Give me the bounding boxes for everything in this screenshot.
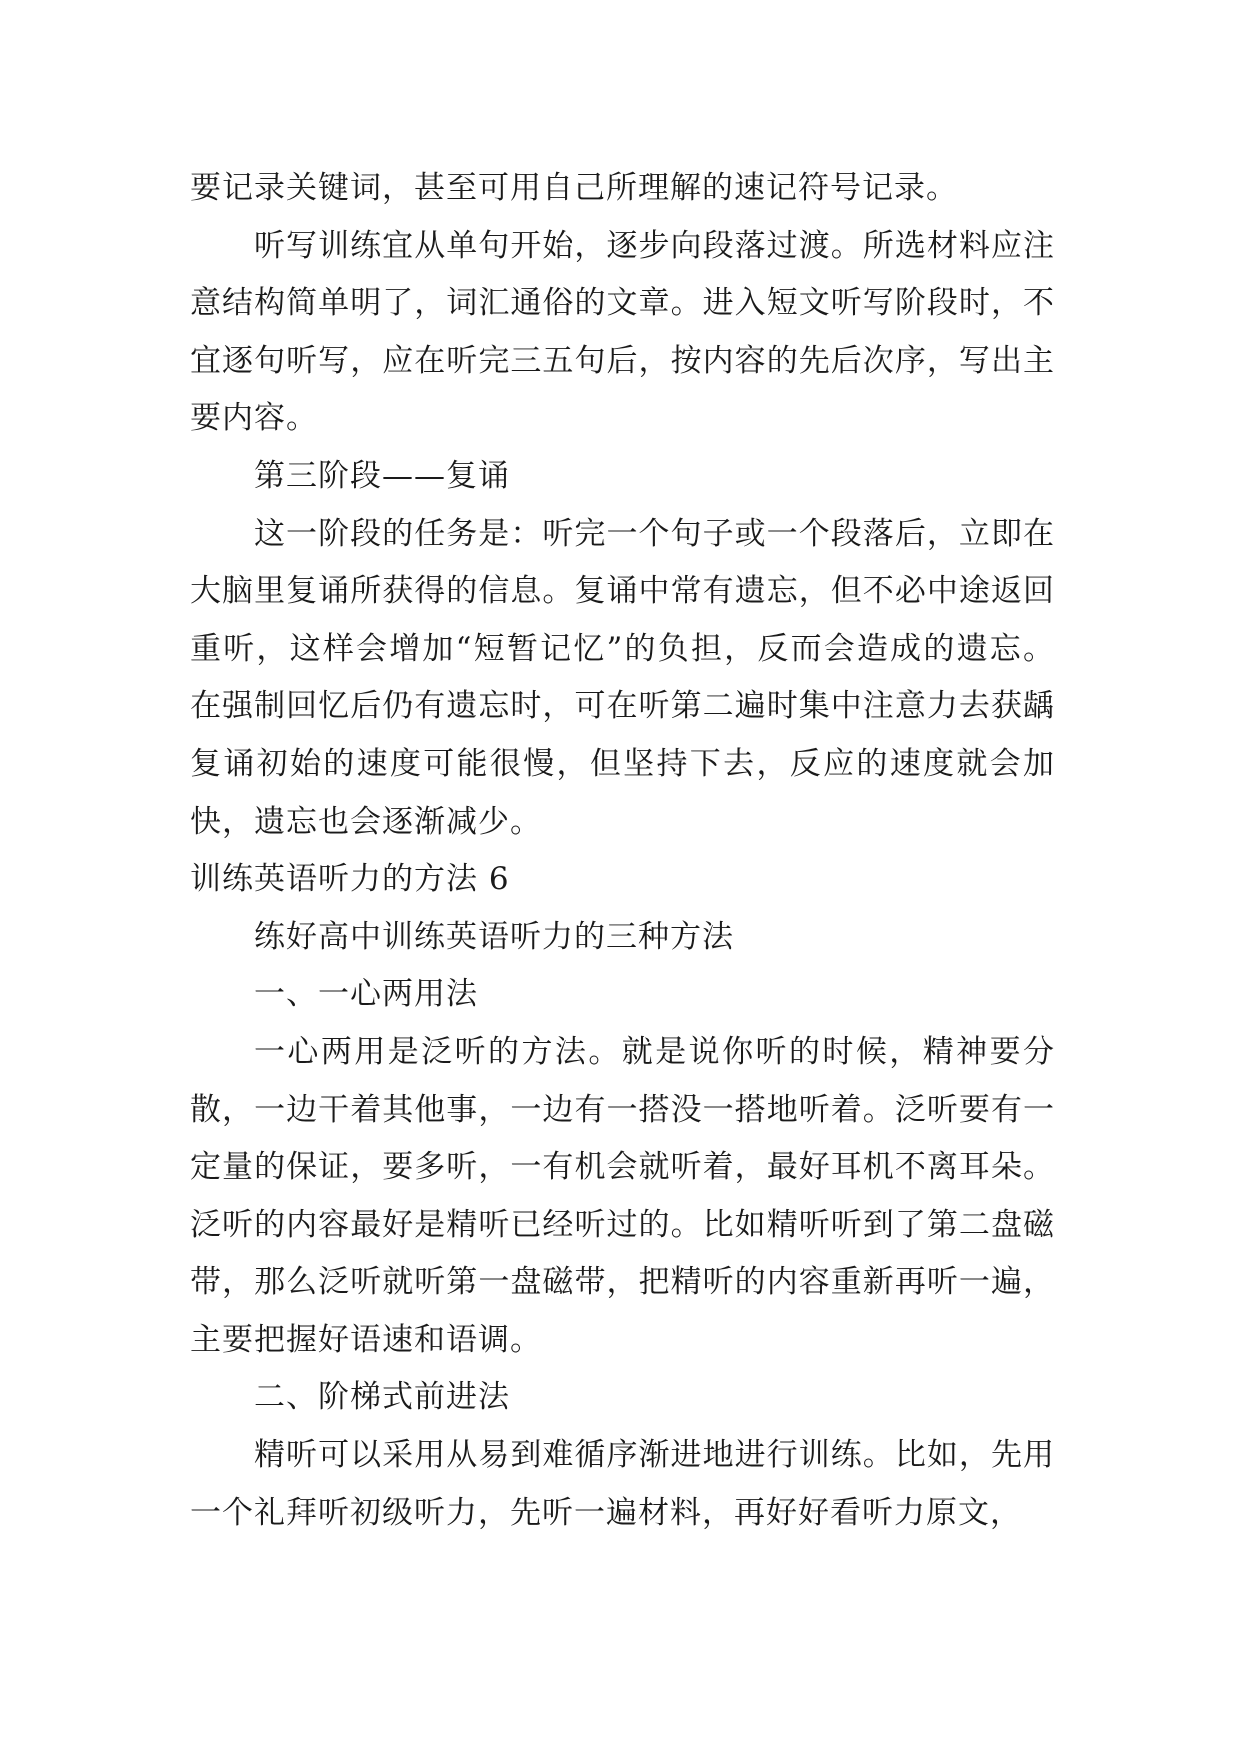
paragraph-5: 精听可以采用从易到难循序渐进地进行训练。比如，先用一个礼拜听初级听力，先听一遍材料，再好好看听力原文， (190, 1437, 1055, 1531)
section-heading-one: 一、一心两用法 (254, 976, 478, 1013)
paragraph-1: 要记录关键词，甚至可用自己所理解的速记符号记录。 (190, 170, 958, 206)
section-heading-stage-three: 第三阶段——复诵 (254, 457, 510, 494)
paragraph-4: 一心两用是泛听的方法。就是说你听的时候，精神要分散，一边干着其他事，一边有一搭没一搭地听着。泛听要有一定量的保证，要多听，一有机会就听着，最好耳机不离耳朵。泛听的内容最好是精听已经听过的。比如精听听到了第二盘磁带，那么泛听就听第一盘磁带，把精听的内容重新再听一遍，主要把握好语速和语调。 (190, 1033, 1055, 1358)
section-heading-two: 二、阶梯式前进法 (254, 1379, 510, 1416)
paragraph-2: 听写训练宜从单句开始，逐步向段落过渡。所选材料应注意结构简单明了，词汇通俗的文章。进入短文听写阶段时，不宜逐句听写，应在听完三五句后，按内容的先后次序，写出主要内容。 (190, 227, 1055, 437)
section-subtitle: 练好高中训练英语听力的三种方法 (254, 918, 734, 955)
chapter-title-method-6: 训练英语听力的方法 6 (190, 861, 510, 898)
paragraph-3: 这一阶段的任务是：听完一个句子或一个段落后，立即在大脑里复诵所获得的信息。复诵中常有遗忘，但不必中途返回重听，这样会增加“短暂记忆”的负担，反而会造成的遗忘。在强制回忆后仍有遗忘时，可在听第二遍时集中注意力去获龋复诵初始的速度可能很慢，但坚持下去，反应的速度就会加快，遗忘也会逐渐减少。 (190, 515, 1055, 840)
document-page (190, 160, 1055, 1542)
